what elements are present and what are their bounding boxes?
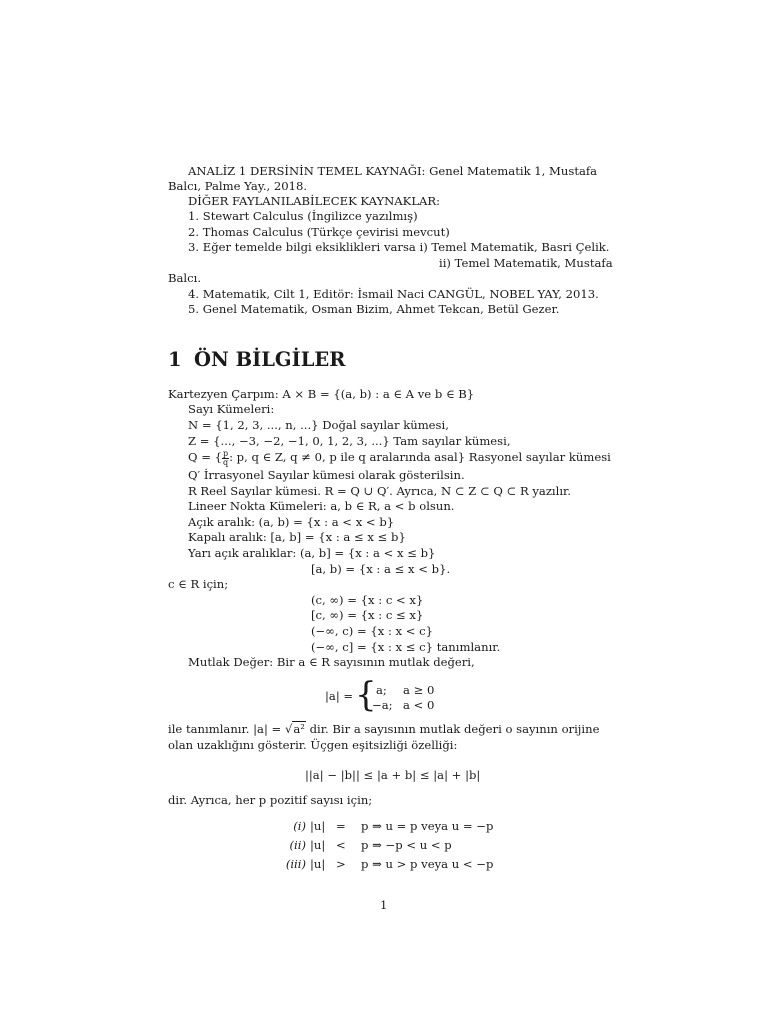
integers: Z = {..., −3, −2, −1, 0, 1, 2, 3, ...} Tam sayılar kümesi, [188, 434, 511, 448]
section-title: ÖN BİLGİLER [194, 348, 346, 371]
row-rhs: p ⇒ u > p veya u < −p [361, 857, 494, 871]
row-operator: < [336, 838, 346, 852]
ray-4: (−∞, c] = {x : x ≤ c} tanımlanır. [311, 640, 501, 654]
open-interval: Açık aralık: (a, b) = {x : a < x < b} [188, 515, 395, 529]
reference-item-5: 5. Genel Matematik, Osman Bizim, Ahmet Tekcan, Betül Gezer. [188, 302, 560, 316]
main-source-line-2: Balcı, Palme Yay., 2018. [168, 179, 308, 193]
reference-item-2: 2. Thomas Calculus (Türkçe çevirisi mevcut) [188, 225, 450, 239]
sqrt-radicand: a² [293, 722, 305, 736]
natural-numbers: N = {1, 2, 3, ..., n, ...} Doğal sayılar kümesi, [188, 418, 449, 432]
ray-2: [c, ∞) = {x : c ≤ x} [311, 608, 424, 622]
row-operator: = [336, 819, 346, 833]
row-label: (iii) [285, 857, 306, 871]
reference-item-3: 3. Eğer temelde bilgi eksiklikleri varsa i) Temel Matematik, Basri Çelik. [188, 240, 610, 254]
irrational-numbers: Q′ İrrasyonel Sayılar kümesi olarak gösterilsin. [188, 468, 465, 482]
abs-case-1-condition: a ≥ 0 [403, 683, 435, 697]
abs-case-2-condition: a < 0 [403, 698, 435, 712]
left-brace: { [355, 675, 377, 715]
row-lhs: |u| [310, 838, 326, 852]
closed-interval: Kapalı aralık: [a, b] = {x : a ≤ x ≤ b} [188, 530, 406, 544]
rational-numbers: Q = { $\frac{p}{q}$ : p, q ∈ Z, q ≠ 0, p ile q aralarında asal} Rasyonel sayılar kümesi [188, 449, 611, 467]
main-source-line-1: ANALİZ 1 DERSİNİN TEMEL KAYNAĞI: Genel Matematik 1, Mustafa [188, 164, 598, 178]
row-operator: > [336, 857, 346, 871]
abs-case-1-value: a; [376, 683, 387, 697]
abs-definition-line-1: ile tanımlanır. |a| = √a² dir. Bir a sayısının mutlak değeri o sayının orijine [168, 722, 600, 736]
row-lhs: |u| [310, 819, 326, 833]
number-sets-title: Sayı Kümeleri: [188, 402, 275, 416]
half-open-interval-1: Yarı açık aralıklar: (a, b] = {x : a < x ≤ b} [188, 546, 436, 560]
triangle-inequality: ||a| − |b|| ≤ |a + b| ≤ |a| + |b| [305, 768, 481, 782]
linear-point-sets: Lineer Nokta Kümeleri: a, b ∈ R, a < b olsun. [188, 499, 455, 513]
c-in-R: c ∈ R için; [168, 577, 229, 591]
half-open-interval-2: [a, b) = {x : a ≤ x < b}. [311, 562, 451, 576]
abs-lhs: |a| = [325, 689, 354, 703]
row-rhs: p ⇒ u = p veya u = −p [361, 819, 494, 833]
row-lhs: |u| [310, 857, 326, 871]
row-rhs: p ⇒ −p < u < p [361, 838, 452, 852]
row-label: (ii) [289, 838, 306, 852]
abs-case-2-value: −a; [372, 698, 393, 712]
ray-3: (−∞, c) = {x : x < c} [311, 624, 434, 638]
abs-definition-line-2: olan uzaklığını gösterir. Üçgen eşitsizliği özelliği: [168, 738, 458, 752]
reference-item-4: 4. Matematik, Cilt 1, Editör: İsmail Naci CANGÜL, NOBEL YAY, 2013. [188, 287, 599, 301]
cartesian-product: Kartezyen Çarpım: A × B = {(a, b) : a ∈ A ve b ∈ B} [168, 387, 475, 401]
reference-item-3-cont: ii) Temel Matematik, Mustafa [439, 256, 613, 270]
row-label: (i) [293, 819, 306, 833]
ray-1: (c, ∞) = {x : c < x} [311, 593, 424, 607]
reference-item-1: 1. Stewart Calculus (İngilizce yazılmış) [188, 209, 418, 223]
absolute-value-title: Mutlak Değer: Bir a ∈ R sayısının mutlak değeri, [188, 655, 475, 669]
p-over-q-fraction: $\frac{p}{q}$ [222, 449, 229, 467]
section-number: 1 [168, 348, 182, 371]
page-number: 1 [380, 898, 388, 912]
real-numbers: R Reel Sayılar kümesi. R = Q ∪ Q′. Ayrıca, N ⊂ Z ⊂ Q ⊂ R yazılır. [188, 484, 572, 498]
for-positive-p: dir. Ayrıca, her p pozitif sayısı için; [168, 793, 373, 807]
other-sources-title: DİĞER FAYLANILABİLECEK KAYNAKLAR: [188, 194, 441, 208]
reference-item-3-end: Balcı. [168, 271, 202, 285]
